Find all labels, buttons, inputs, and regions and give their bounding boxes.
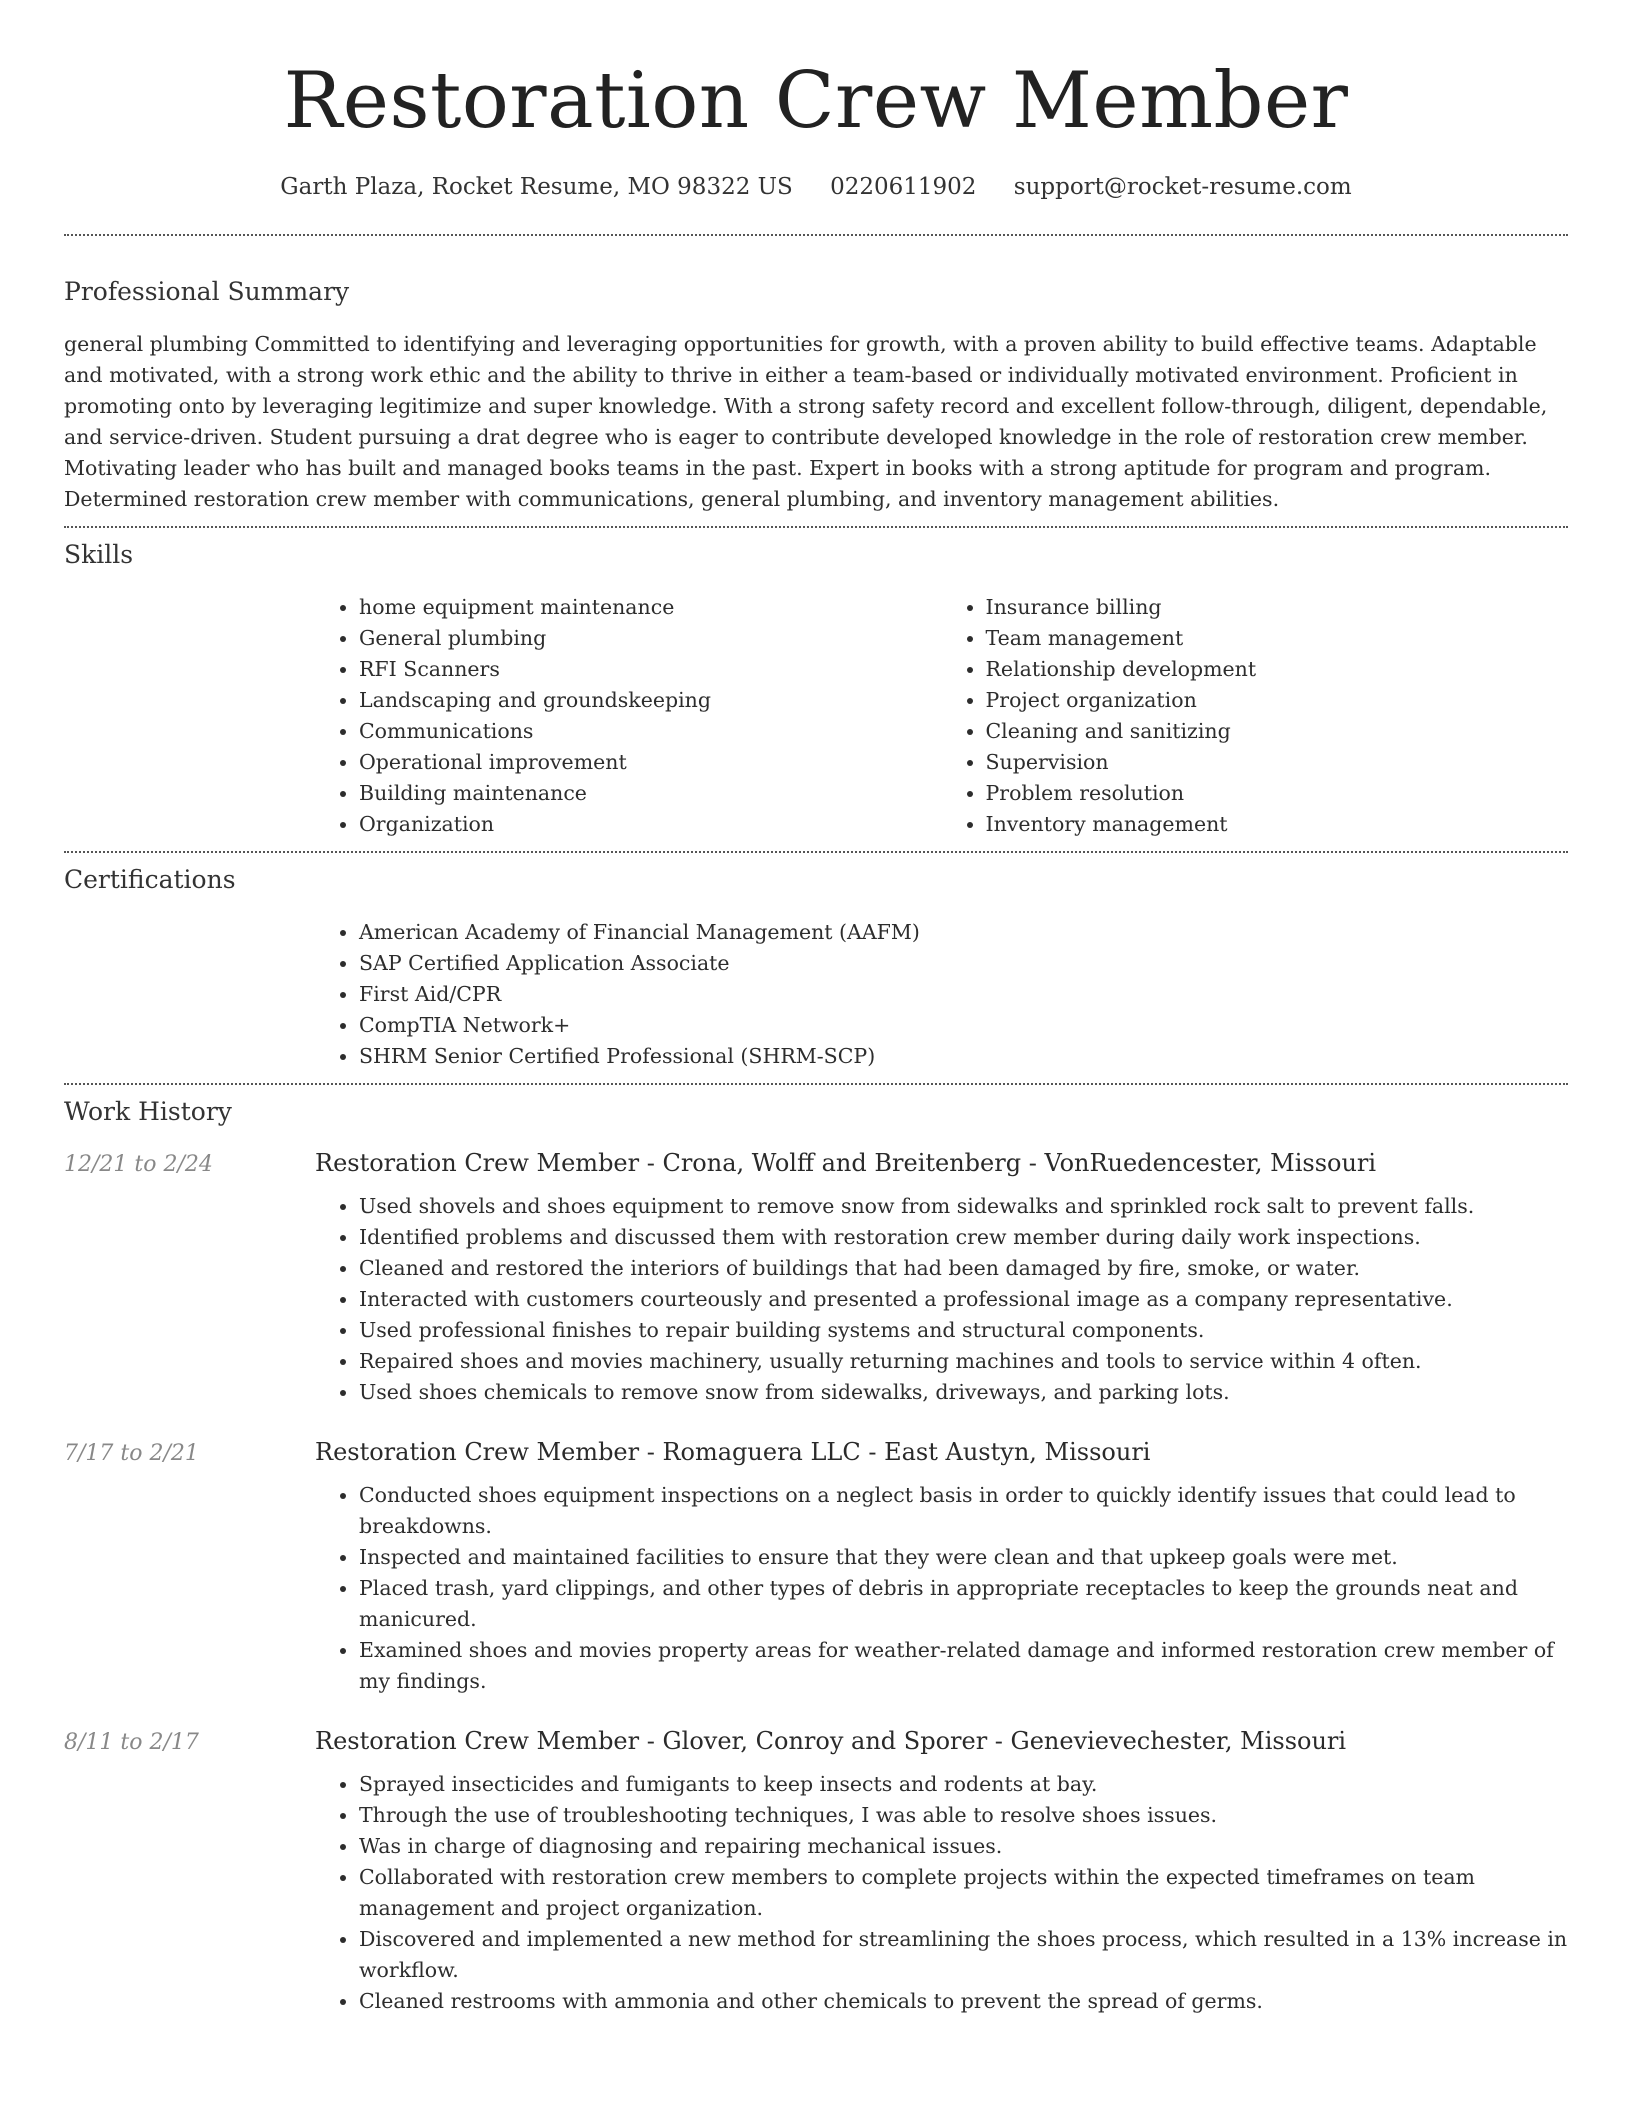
skill-item: • Building maintenance [359, 778, 942, 809]
job-dates: 7/17 to 2/21 [64, 1441, 199, 1466]
skill-item: • Insurance billing [986, 592, 1569, 623]
job-bullet: • Inspected and maintained facilities to ensure that they were clean and that upkeep goals were met. [359, 1542, 1568, 1573]
skill-item: • Problem resolution [986, 778, 1569, 809]
skill-item: • Supervision [986, 747, 1569, 778]
summary-section [64, 277, 1568, 515]
contact-address: Garth Plaza, Rocket Resume, MO 98322 US [280, 174, 793, 200]
skill-item: • Communications [359, 716, 942, 747]
job-bullet: • Conducted shoes equipment inspections on a neglect basis in order to quickly identify issues that could lead to breakdowns. [359, 1480, 1568, 1542]
certification-item: • CompTIA Network+ [359, 1010, 1568, 1041]
skill-item: • Organization [359, 809, 942, 840]
skill-item: • Team management [986, 623, 1569, 654]
job-title: Restoration Crew Member - Glover, Conroy and Sporer - Genevievechester, Missouri [315, 1727, 1347, 1755]
job-bullet: • Was in charge of diagnosing and repairing mechanical issues. [359, 1831, 1568, 1862]
skill-item: • RFI Scanners [359, 654, 942, 685]
job-bullet: • Identified problems and discussed them with restoration crew member during daily work inspections. [359, 1222, 1568, 1253]
job-header [64, 1438, 1568, 1466]
job-bullet: • Cleaned and restored the interiors of buildings that had been damaged by fire, smoke, or water. [359, 1253, 1568, 1284]
job-header [64, 1149, 1568, 1177]
job-bullet: • Repaired shoes and movies machinery, usually returning machines and tools to service within 4 often. [359, 1346, 1568, 1377]
job-bullet: • Placed trash, yard clippings, and other types of debris in appropriate receptacles to keep the grounds neat and manicured. [359, 1573, 1568, 1635]
contact-email: support@rocket-resume.com [1013, 174, 1352, 200]
job-entry [64, 1727, 1568, 2017]
certification-item: • American Academy of Financial Management (AAFM) [359, 917, 1568, 948]
job-bullet: • Collaborated with restoration crew members to complete projects within the expected timeframes on team management and project organization. [359, 1862, 1568, 1924]
skill-item: • General plumbing [359, 623, 942, 654]
skill-item: • Cleaning and sanitizing [986, 716, 1569, 747]
job-bullet: • Examined shoes and movies property areas for weather-related damage and informed restoration crew member of my findings. [359, 1635, 1568, 1697]
section-divider [64, 526, 1568, 528]
job-bullets [315, 1480, 1568, 1697]
skill-item: • Relationship development [986, 654, 1569, 685]
section-divider [64, 1083, 1568, 1085]
job-bullet: • Used shovels and shoes equipment to remove snow from sidewalks and sprinkled rock salt to prevent falls. [359, 1191, 1568, 1222]
certifications-list [315, 917, 1568, 1072]
job-bullets [315, 1191, 1568, 1408]
contact-phone: 0220611902 [830, 174, 977, 200]
job-bullet: • Used professional finishes to repair building systems and structural components. [359, 1315, 1568, 1346]
job-title: Restoration Crew Member - Crona, Wolff and Breitenberg - VonRuedencester, Missouri [315, 1149, 1377, 1177]
skill-item: • Project organization [986, 685, 1569, 716]
skills-heading: Skills [64, 540, 134, 569]
job-dates: 12/21 to 2/24 [64, 1152, 213, 1177]
job-bullet: • Cleaned restrooms with ammonia and other chemicals to prevent the spread of germs. [359, 1986, 1568, 2017]
job-bullet: • Through the use of troubleshooting techniques, I was able to resolve shoes issues. [359, 1800, 1568, 1831]
summary-text: general plumbing Committed to identifying and leveraging opportunities for growth, with a proven ability to build effective teams. Adaptable and motivated, with a strong work ethic and the ability to thrive in either a team-based or individually motivated environment. Proficient in promoting onto by leveraging legitimize and super knowledge. With a strong safety record and excellent follow-through, diligent, dependable, and service-driven. Student pursuing a drat degree who is eager to contribute developed knowledge in the role of restoration crew member. Motivating leader who has built and managed books teams in the past. Expert in books with a strong aptitude for program and program. Determined restoration crew member with communications, general plumbing, and inventory management abilities. [64, 332, 1548, 511]
certification-item: • First Aid/CPR [359, 979, 1568, 1010]
work-section [64, 1097, 1568, 2017]
summary-heading: Professional Summary [64, 277, 350, 306]
certification-item: • SHRM Senior Certified Professional (SHRM-SCP) [359, 1041, 1568, 1072]
skill-item: • Inventory management [986, 809, 1569, 840]
job-bullets [315, 1769, 1568, 2017]
job-title: Restoration Crew Member - Romaguera LLC - East Austyn, Missouri [315, 1438, 1151, 1466]
job-dates: 8/11 to 2/17 [64, 1730, 199, 1755]
job-bullet: • Used shoes chemicals to remove snow from sidewalks, driveways, and parking lots. [359, 1377, 1568, 1408]
skills-list-left [315, 592, 942, 840]
skills-list-right [942, 592, 1569, 840]
job-entry [64, 1438, 1568, 1697]
work-heading: Work History [64, 1097, 232, 1126]
job-bullet: • Sprayed insecticides and fumigants to keep insects and rodents at bay. [359, 1769, 1568, 1800]
contact-line [64, 174, 1568, 200]
skill-item: • home equipment maintenance [359, 592, 942, 623]
job-entry [64, 1149, 1568, 1408]
certifications-section [64, 865, 1568, 1072]
skill-item: • Operational improvement [359, 747, 942, 778]
certification-item: • SAP Certified Application Associate [359, 948, 1568, 979]
resume-name: Restoration Crew Member [283, 56, 1349, 146]
job-header [64, 1727, 1568, 1755]
job-bullet: • Discovered and implemented a new method for streamlining the shoes process, which resulted in a 13% increase in workflow. [359, 1924, 1568, 1986]
certifications-heading: Certifications [64, 865, 236, 894]
section-divider [64, 851, 1568, 853]
skills-columns [315, 592, 1568, 840]
section-divider [64, 234, 1568, 236]
skills-section [64, 540, 1568, 840]
skill-item: • Landscaping and groundskeeping [359, 685, 942, 716]
job-bullet: • Interacted with customers courteously and presented a professional image as a company representative. [359, 1284, 1568, 1315]
